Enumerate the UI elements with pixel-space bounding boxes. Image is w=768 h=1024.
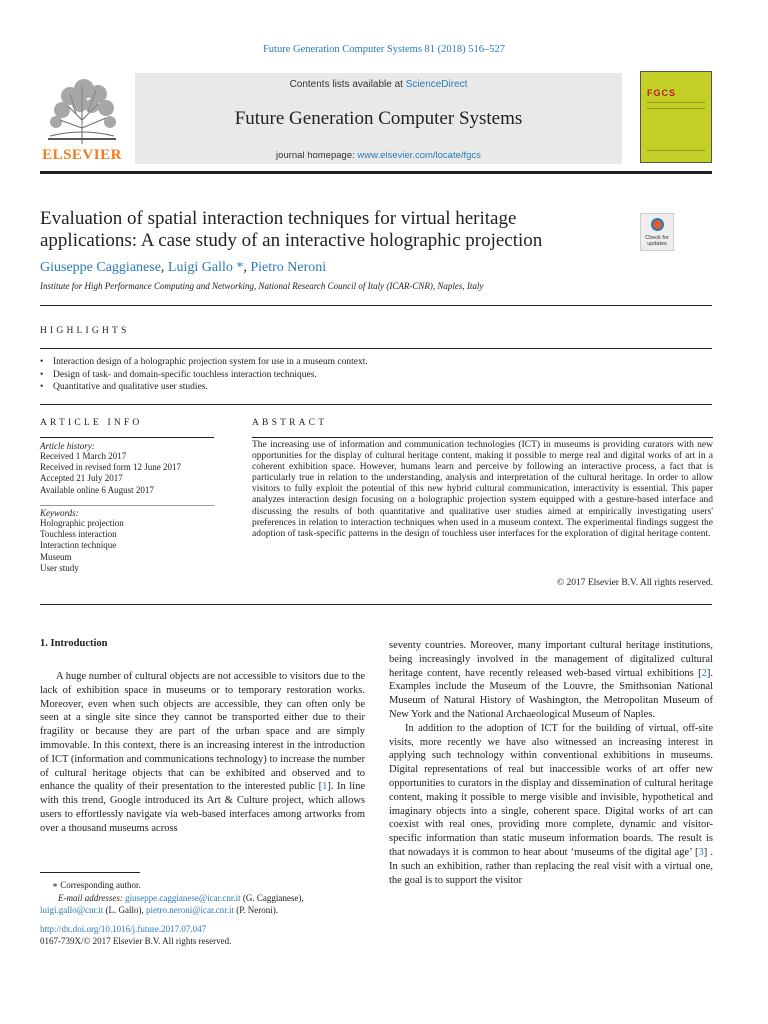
- corresponding-label: Corresponding author.: [60, 880, 141, 890]
- keyword: Interaction technique: [40, 540, 117, 551]
- contents-line: [135, 79, 622, 90]
- footnotes: [40, 879, 370, 948]
- divider: [40, 348, 712, 349]
- crossmark-icon: [651, 218, 664, 231]
- body-paragraph: [389, 639, 713, 722]
- journal-homepage: [135, 150, 622, 161]
- doi-link[interactable]: http://dx.doi.org/10.1016/j.future.2017.07.047: [40, 923, 207, 934]
- elsevier-logo[interactable]: [40, 76, 124, 164]
- highlight-item: • Interaction design of a holographic projection system for use in a museum context.: [40, 356, 712, 369]
- citation-ref[interactable]: 2: [701, 667, 707, 679]
- cover-divider: [647, 108, 705, 109]
- abstract-heading: ABSTRACT: [252, 418, 328, 428]
- keyword: Touchless interaction: [40, 529, 117, 540]
- corresponding-note: [40, 879, 370, 892]
- email-link[interactable]: pietro.neroni@icar.cnr.it: [146, 905, 235, 915]
- divider: [40, 437, 214, 438]
- sciencedirect-link[interactable]: ScienceDirect: [405, 79, 468, 90]
- affiliation: Institute for High Performance Computing and Networking, National Research Council of Italy (ICAR-CNR), Naples, Italy: [40, 281, 484, 291]
- contents-prefix: Contents lists available at: [289, 79, 406, 90]
- body-right-column: [389, 639, 713, 887]
- text-run: A huge number of cultural objects are not accessible to visitors due to the lack of exhibition space in museums or to temporary restoration works. Moreover, even when such objects are accessible, they can often only be seen at a single site since they cannot be transported either due to their fragility or because they are part of the urban space and are simply immovable. In this context, there is an increasing interest in the introduction of ICT (information and communications technology) to increase the number of cultural heritage objects that can be exhibited and observed and to enhance the quality of their presentation to the interested public [: [40, 671, 365, 793]
- email-line: [40, 892, 370, 905]
- email-owner: (P. Neroni).: [234, 905, 279, 915]
- cover-divider: [647, 150, 705, 151]
- article-title-line: applications: A case study of an interactive holographic projection: [40, 230, 543, 251]
- author-separator: ,: [243, 260, 251, 275]
- elsevier-wordmark: ELSEVIER: [42, 147, 122, 163]
- abstract-text: The increasing use of information and communication technologies (ICT) in museums is providing curators with new opportunities for the display of cultural heritage content, making it possible to merge real and digital works of art in a coherent exhibition space. However, humans learn and perceive by following an interactive process, a fact that is particularly true in relation to the understanding, analysis and interpretation of the cultural heritage. In order to allow visitors to fully exploit the potential of this new hybrid cultural communication, interactivity is essential. This paper analyzes interaction design focusing on a holographic projection system equipped with a gesture-based interface and discussing the results of both quantitative and qualitative user studies aimed at empirically investigating users' preferences in relation to interaction techniques when used in a museum context. The experimental findings suggest the adoption of task-specific patterns in the design of touchless user interfaces for the exploration of digital heritage content.: [252, 440, 713, 539]
- author-link[interactable]: Giuseppe Caggianese: [40, 260, 161, 275]
- article-history: [40, 441, 214, 496]
- highlights-heading: HIGHLIGHTS: [40, 326, 130, 336]
- author-link[interactable]: Luigi Gallo *: [167, 260, 244, 275]
- email-owner: (L. Gallo),: [103, 905, 147, 915]
- article-title-line: Evaluation of spatial interaction techniques for virtual heritage: [40, 208, 517, 229]
- email-line: [40, 904, 370, 917]
- history-item: Available online 6 August 2017: [40, 484, 154, 495]
- text-run: seventy countries. Moreover, many important cultural heritage institutions, being increasingly involved in the management of digitalized cultural heritage content, have recently released web-based virtual exhibitions [: [389, 640, 713, 679]
- header-rule: [40, 171, 712, 174]
- email-label: E-mail addresses:: [58, 892, 123, 903]
- section-heading: 1. Introduction: [40, 638, 108, 649]
- author-link[interactable]: Pietro Neroni: [250, 260, 327, 275]
- journal-cover-image[interactable]: [640, 71, 712, 163]
- journal-title: Future Generation Computer Systems: [234, 108, 523, 129]
- keyword: User study: [40, 562, 79, 573]
- issn-line: 0167-739X/© 2017 Elsevier B.V. All rights reserved.: [40, 936, 232, 946]
- history-item: Received 1 March 2017: [40, 451, 127, 461]
- keyword: Holographic projection: [40, 518, 124, 528]
- highlights-list: [40, 356, 712, 394]
- body-paragraph: [40, 670, 365, 836]
- text-run: ] . In such an exhibition, rather than replacing the real visit with a virtual one, the goal is to support the visitor: [389, 846, 714, 886]
- divider: [40, 404, 712, 405]
- keywords-label: Keywords:: [40, 508, 79, 518]
- crossmark-label: Check for updates: [645, 235, 669, 247]
- divider: [252, 437, 713, 438]
- author-list: [40, 260, 326, 276]
- tree-logo-icon: [40, 76, 124, 146]
- article-info-heading: ARTICLE INFO: [40, 418, 143, 428]
- highlight-item: • Design of task- and domain-specific touchless interaction techniques.: [40, 369, 712, 382]
- keywords: [40, 508, 214, 574]
- email-link[interactable]: luigi.gallo@cnr.it: [40, 905, 104, 915]
- text-run: In addition to the adoption of ICT for the building of virtual, off-site visits, more recently we have also witnessed an increasing interest in applying such technology within conventional exhibitions in museums. Digital representations of real but inaccessible works of art offer new opportunities to curators in the display and dissemination of cultural heritage content, making it possible to merge visible and invisible, hypothetical and imaginary objects into a single, coherent space. Digital works of art can coexist with real ones, providing more complete, dynamic and visitor-specific information than static museum information boards. The result is that nowadays it is common to hear about ‘museums of the digital age’ [: [389, 722, 713, 858]
- divider: [40, 305, 712, 306]
- citation-ref[interactable]: 3: [698, 846, 704, 858]
- divider: [40, 604, 712, 605]
- cover-title: FGCS: [647, 88, 677, 98]
- homepage-link[interactable]: www.elsevier.com/locate/fgcs: [357, 150, 481, 161]
- history-item: Accepted 21 July 2017: [40, 473, 123, 484]
- doi-line: [40, 923, 370, 936]
- text-run: ]. Examples include the Museum of the Louvre, the Smithsonian National Museum of Natural History of Washington, the Metropolitan Museum of New York and the National Archaeological Museum of Naples.: [389, 667, 713, 720]
- highlight-item: • Quantitative and qualitative user studies.: [40, 381, 712, 394]
- email-owner: (G. Caggianese),: [240, 892, 304, 903]
- article-title: [40, 208, 620, 252]
- journal-citation[interactable]: Future Generation Computer Systems 81 (2018) 516–527: [262, 44, 506, 55]
- history-item: Received in revised form 12 June 2017: [40, 462, 181, 473]
- body-paragraph: [389, 722, 713, 888]
- check-for-updates-button[interactable]: [640, 213, 674, 251]
- asterisk-mark: ∗: [51, 880, 58, 890]
- footnote-rule: [40, 872, 140, 873]
- email-link[interactable]: giuseppe.caggianese@icar.cnr.it: [125, 892, 241, 903]
- author-separator: ,: [160, 260, 168, 275]
- history-label: Article history:: [40, 441, 95, 451]
- divider: [40, 505, 214, 506]
- body-left-column: [40, 670, 365, 836]
- citation-ref[interactable]: 1: [322, 781, 328, 793]
- cover-divider: [647, 102, 705, 103]
- keyword: Museum: [40, 551, 72, 562]
- text-run: ]. In line with this trend, Google introduced its Art & Culture project, which allows users to effortlessly navigate via web-based interfaces among artworks from over a thousand museums across: [40, 781, 365, 834]
- abstract-copyright: © 2017 Elsevier B.V. All rights reserved.: [556, 578, 713, 588]
- homepage-prefix: journal homepage:: [276, 150, 358, 161]
